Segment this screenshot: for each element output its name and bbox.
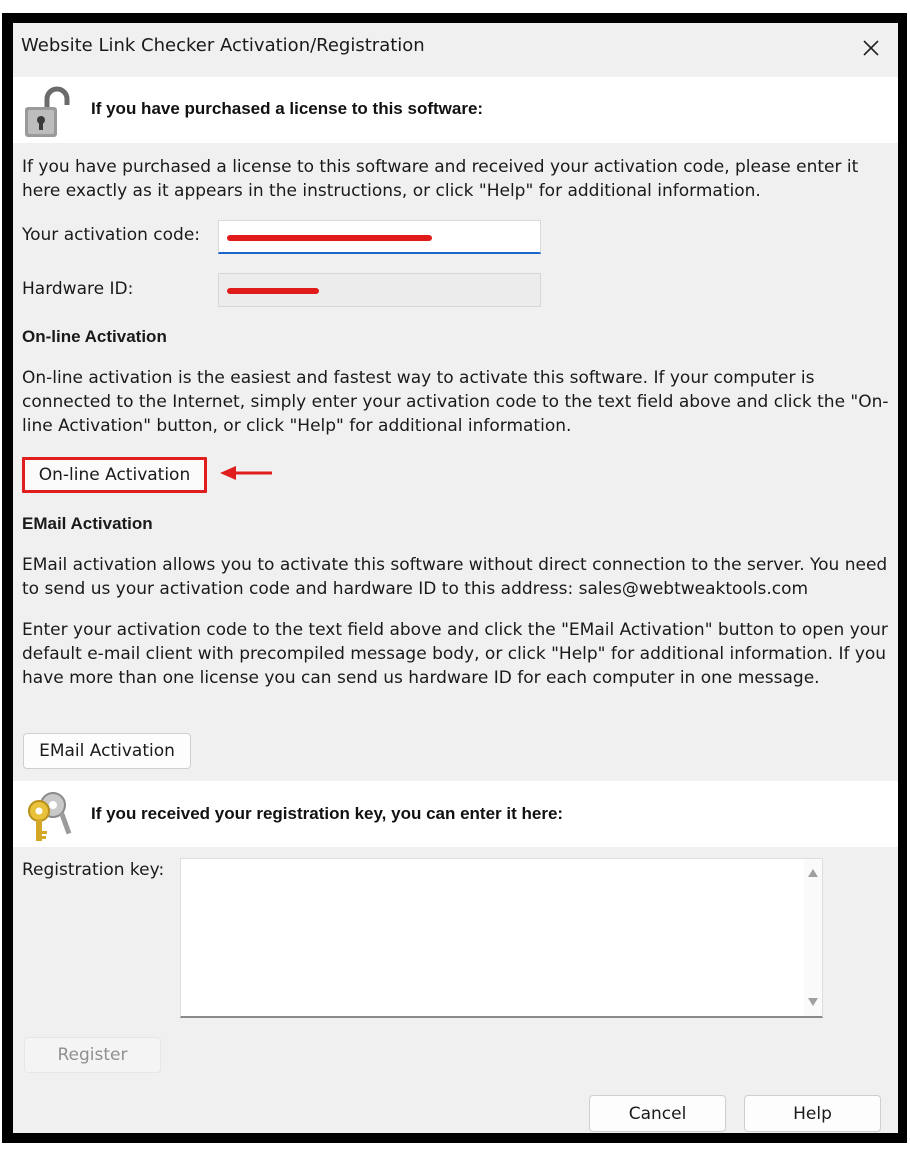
email-activation-description: EMail activation allows you to activate this software without direct connection to the server. You need to send us your activation code and hardware ID to this address: sales@webtweaktools.com [22, 555, 888, 599]
redaction-mark [227, 288, 319, 294]
online-activation-button[interactable]: On-line Activation [22, 457, 207, 493]
registration-banner-text: If you received your registration key, you can enter it here: [91, 804, 564, 823]
scroll-up-icon[interactable] [808, 869, 818, 877]
activation-code-label: Your activation code: [22, 225, 201, 245]
registration-key-label: Registration key: [22, 860, 165, 880]
cancel-button[interactable]: Cancel [589, 1095, 726, 1132]
red-arrow-icon [218, 463, 274, 483]
email-activation-heading: EMail Activation [22, 514, 153, 533]
help-button[interactable]: Help [744, 1095, 881, 1132]
online-activation-description: On-line activation is the easiest and fastest way to activate this software. If your computer is connected to the Internet, simply enter your activation code to the text field above and click the "On-line Activation" button, or click "Help" for additional information. [22, 368, 889, 436]
keys-icon [23, 789, 73, 843]
padlock-open-icon [21, 85, 73, 139]
email-activation-button[interactable]: EMail Activation [23, 733, 191, 769]
redaction-mark [227, 235, 432, 241]
register-button[interactable]: Register [24, 1037, 161, 1073]
registration-key-input[interactable] [180, 858, 823, 1018]
window-title: Website Link Checker Activation/Registration [21, 35, 425, 56]
license-banner [13, 77, 898, 143]
activation-code-input[interactable] [218, 220, 541, 254]
screenshot-frame [2, 13, 907, 1143]
online-activation-heading: On-line Activation [22, 327, 167, 346]
activation-dialog [13, 23, 898, 1133]
close-button[interactable] [852, 29, 890, 67]
title-bar [13, 23, 898, 77]
scroll-down-icon[interactable] [808, 998, 818, 1006]
hardware-id-field [218, 273, 541, 307]
registration-key-scrollbar[interactable] [804, 859, 822, 1016]
email-activation-instructions: Enter your activation code to the text field above and click the "EMail Activation" button to open your default e-mail client with precompiled message body, or click "Help" for additional information. If you have more than one license you can send us hardware ID for each computer in one message. [22, 620, 888, 688]
hardware-id-label: Hardware ID: [22, 279, 134, 299]
license-intro: If you have purchased a license to this software and received your activation code, please enter it here exactly as it appears in the instructions, or click "Help" for additional information. [22, 157, 859, 201]
close-icon [861, 38, 881, 58]
registration-banner [13, 781, 898, 847]
license-banner-text: If you have purchased a license to this software: [91, 99, 484, 118]
